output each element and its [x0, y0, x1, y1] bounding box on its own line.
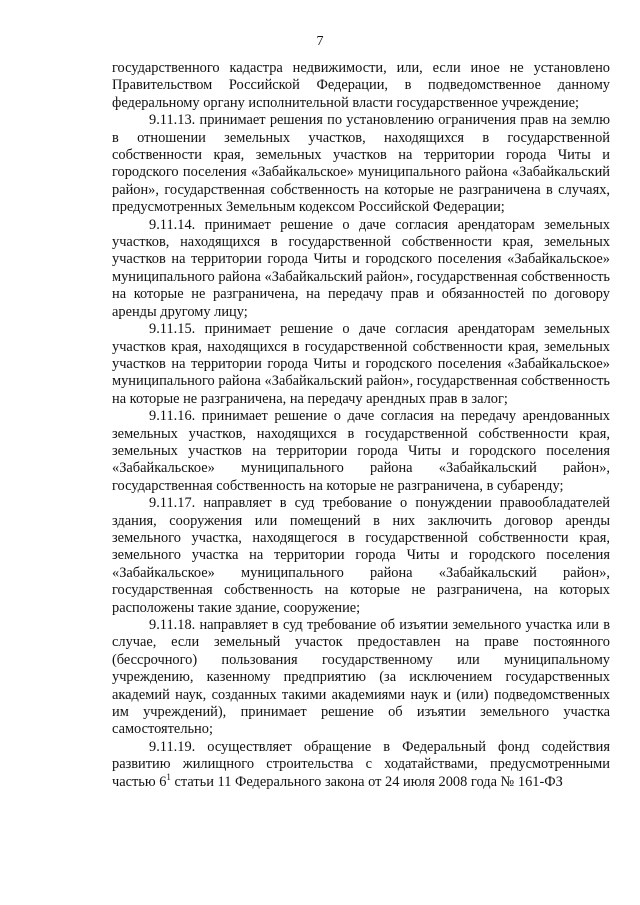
paragraph-9-11-19: [112, 739, 610, 791]
superscript-index: 1: [166, 771, 171, 782]
paragraph-9-11-18: 9.11.18. направляет в суд требование об изъятии земельного участка или в случае, если земельный участок предоставлен на праве постоянного (бессрочного) пользования государственному или муниципальному учреждению, казенному предприятию (за исключением государственных академий наук, созданных такими академиями наук и (или) подведомственных им учреждений), принимает решение об изъятии земельного участка самостоятельно;: [112, 617, 610, 738]
document-body: [112, 60, 610, 791]
paragraph-9-11-13: 9.11.13. принимает решения по установлению ограничения прав на землю в отношении земельных участков, находящихся в государственной собственности края, земельных участков на территории города Читы и городского поселения «Забайкальское» муниципального района «Забайкальский район», государственная собственность на которые не разграничена в случаях, предусмотренных Земельным кодексом Российской Федерации;: [112, 112, 610, 216]
paragraph-9-11-14: 9.11.14. принимает решение о даче согласия арендаторам земельных участков, находящихся в государственной собственности края, земельных участков на территории города Читы и городского поселения «Забайкальское» муниципального района «Забайкальский район», государственная собственность на которые не разграничена, на передачу прав и обязанностей по договору аренды другому лицу;: [112, 216, 610, 320]
paragraph-continuation: государственного кадастра недвижимости, или, если иное не установлено Правительством Российской Федерации, в подведомственное данному федеральному органу исполнительной власти государственное учреждение;: [112, 60, 610, 111]
paragraph-9-11-17: 9.11.17. направляет в суд требование о понуждении правообладателей здания, сооружения или помещений в них заключить договор аренды земельного участка, находящегося в государственной собственности края, земельного участка на территории города Читы и городского поселения «Забайкальское» муниципального района «Забайкальский район», государственная собственность на которые не разграничена, на которых расположены такие здание, сооружение;: [112, 495, 610, 616]
paragraph-9-11-15: 9.11.15. принимает решение о даче согласия арендаторам земельных участков края, находящихся в государственной собственности края, земельных участков на территории города Читы и городского поселения «Забайкальское» муниципального района «Забайкальский район», государственная собственность на которые не разграничена, на передачу арендных прав в залог;: [112, 321, 610, 407]
paragraph-9-11-19-text-start: 9.11.19. осуществляет обращение в Федеральный фонд содействия развитию жилищного строительства с ходатайствами, предусмотренными частью 6: [112, 738, 610, 790]
paragraph-9-11-19-text-end: статьи 11 Федерального закона от 24 июля 2008 года № 161-ФЗ: [170, 773, 563, 790]
paragraph-9-11-16: 9.11.16. принимает решение о даче согласия на передачу арендованных земельных участков, находящихся в государственной собственности края, земельных участков на территории города Читы и городского поселения «Забайкальское» муниципального района «Забайкальский район», государственная собственность на которые не разграничена, в субаренду;: [112, 408, 610, 494]
page-number: 7: [316, 34, 324, 49]
